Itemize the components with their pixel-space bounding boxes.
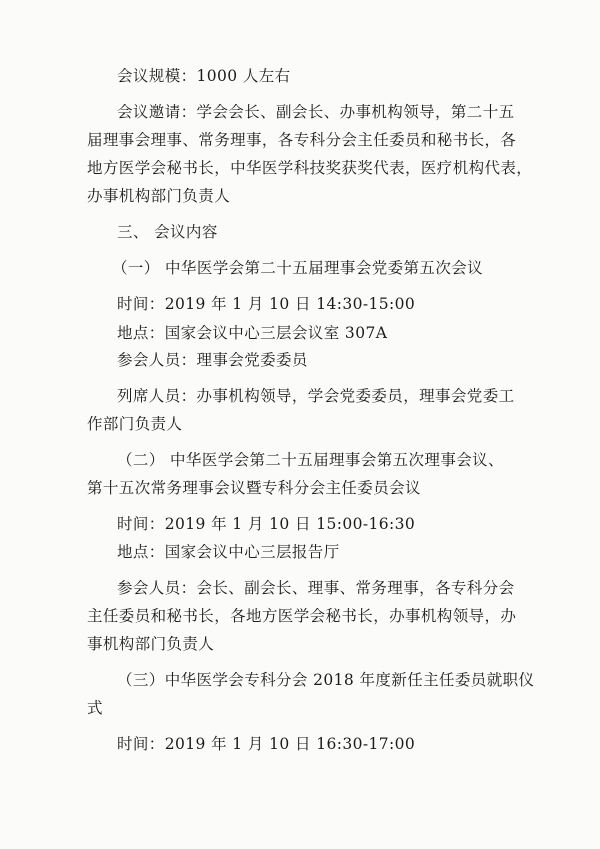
section-heading-three: 三、 会议内容: [117, 223, 218, 241]
meeting-invitation-line-2: 届理事会理事、常务理事，各专科分会主任委员和秘书长，各: [87, 131, 517, 149]
item-one-title: （一） 中华医学会第二十五届理事会党委第五次会议: [112, 259, 484, 277]
item-two-attendees-line-2: 主任委员和秘书长，各地方医学会秘书长，办事机构领导，办: [87, 607, 517, 625]
meeting-invitation-line-4: 办事机构部门负责人: [87, 187, 231, 205]
item-two-title-line-1: （二） 中华医学会第二十五届理事会第五次理事会议、: [117, 451, 504, 469]
item-two-title-line-2: 第十五次常务理事会议暨专科分会主任委员会议: [87, 479, 421, 497]
item-two-attendees-line-3: 事机构部门负责人: [87, 635, 215, 653]
item-one-attendees: 参会人员：理事会党委委员: [117, 351, 308, 369]
item-two-time: 时间：2019 年 1 月 10 日 15:00-16:30: [117, 515, 416, 533]
item-one-time: 时间：2019 年 1 月 10 日 14:30-15:00: [117, 295, 416, 313]
meeting-invitation-line-1: 会议邀请：学会会长、副会长、办事机构领导，第二十五: [117, 103, 515, 121]
item-one-observers-line-2: 作部门负责人: [87, 415, 183, 433]
item-three-title-line-2: 式: [87, 699, 103, 717]
item-two-attendees-line-1: 参会人员：会长、副会长、理事、常务理事，各专科分会: [117, 579, 515, 597]
item-three-time: 时间：2019 年 1 月 10 日 16:30-17:00: [117, 735, 416, 753]
item-three-title-line-1: （三）中华医学会专科分会 2018 年度新任主任委员就职仪: [117, 671, 535, 689]
item-one-observers-line-1: 列席人员：办事机构领导，学会党委委员，理事会党委工: [117, 387, 515, 405]
meeting-invitation-line-3: 地方医学会秘书长，中华医学科技奖获奖代表，医疗机构代表，: [87, 159, 533, 177]
item-two-location: 地点：国家会议中心三层报告厅: [117, 543, 340, 561]
item-one-location: 地点：国家会议中心三层会议室 307A: [117, 324, 388, 342]
meeting-scale-line: 会议规模：1000 人左右: [117, 67, 291, 85]
